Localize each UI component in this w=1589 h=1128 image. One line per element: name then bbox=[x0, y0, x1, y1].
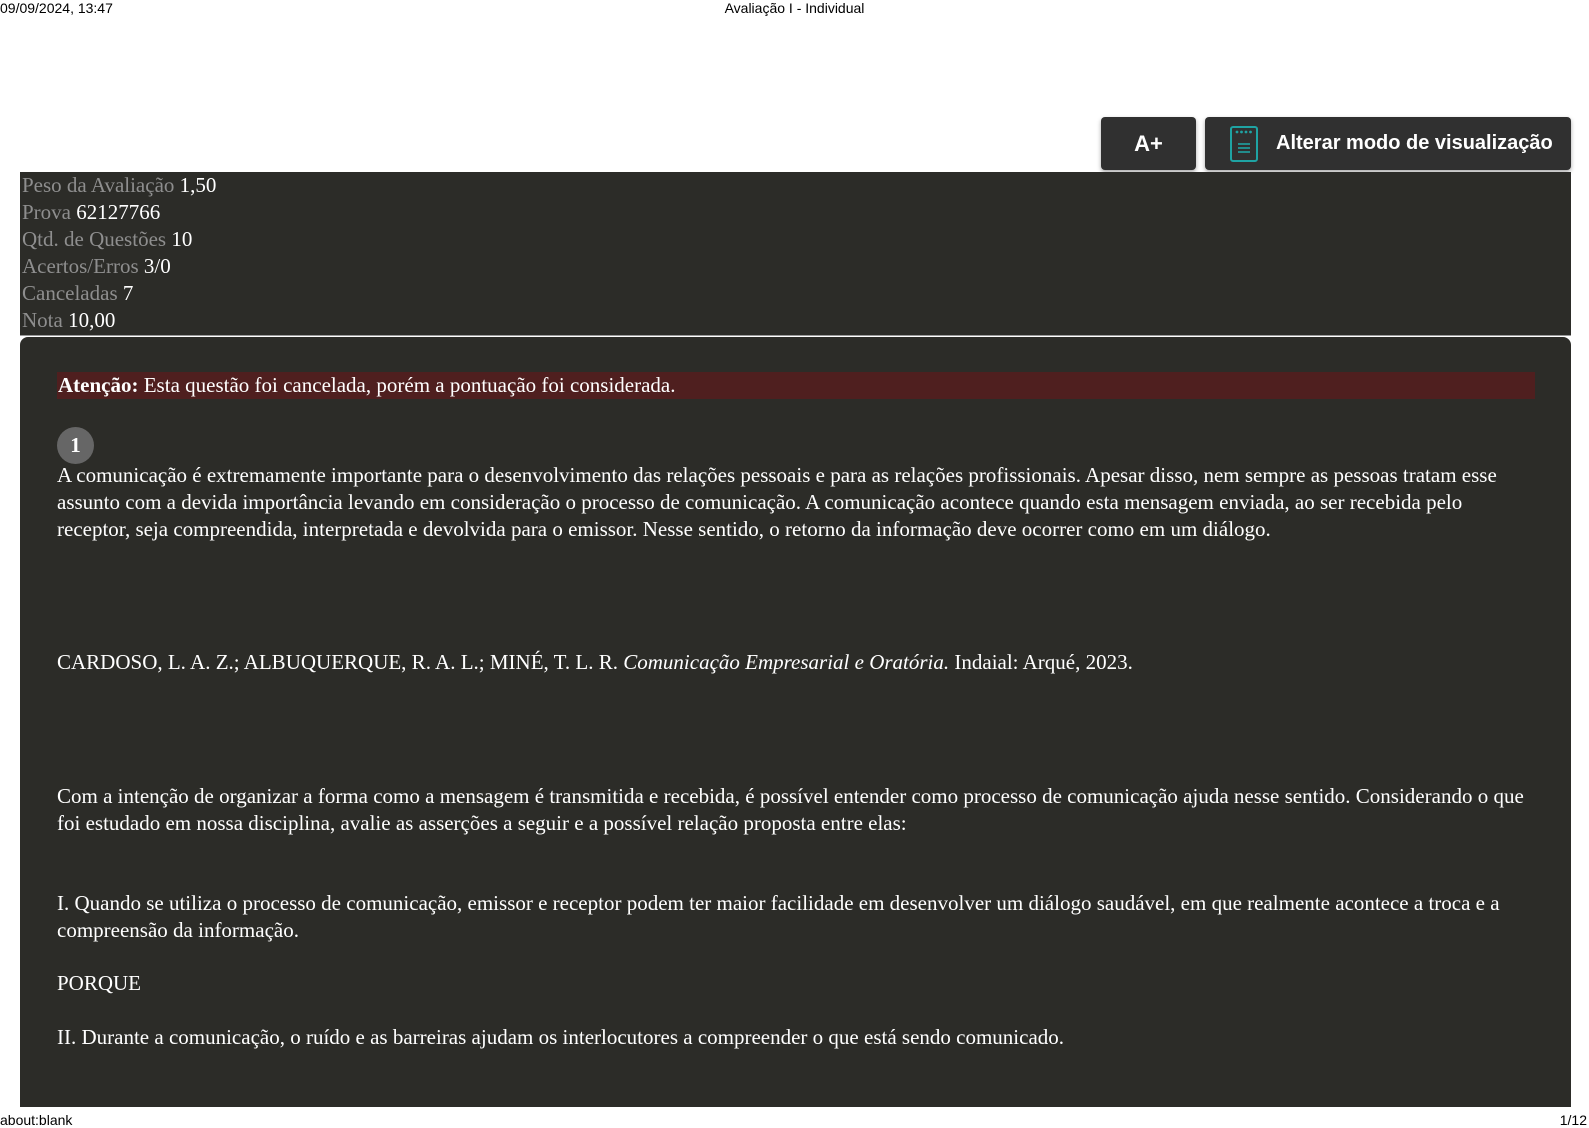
question-paragraph: A comunicação é extremamente importante para o desenvolvimento das relações pessoais e para as relações profissionais. Apesar disso, nem sempre as pessoas tratam esse assunto com a devida importância levando em consideração o processo de comunicação. A comunicação acontece quando esta mensagem enviada, ao ser recebida pelo receptor, seja compreendida, interpretada e devolvida para o emissor. Nesse sentido, o retorno da informação deve ocorrer como em um diálogo. bbox=[57, 463, 1497, 541]
canceladas-value: 7 bbox=[122, 281, 134, 305]
question-panel bbox=[20, 337, 1571, 1107]
info-row-acertos bbox=[20, 253, 1571, 280]
qtd-value: 10 bbox=[171, 227, 193, 251]
question-citation bbox=[57, 649, 1537, 676]
increase-font-label: A+ bbox=[1134, 130, 1163, 156]
citation-title: Comunicação Empresarial e Oratória. bbox=[623, 650, 950, 674]
info-row-prova bbox=[20, 199, 1571, 226]
change-view-mode-button[interactable] bbox=[1205, 117, 1571, 170]
info-row-nota bbox=[20, 307, 1571, 334]
citation-publisher: Indaial: Arqué, 2023. bbox=[949, 650, 1133, 674]
change-view-mode-label: Alterar modo de visualização bbox=[1276, 132, 1553, 154]
peso-label: Peso da Avaliação bbox=[22, 173, 175, 197]
cancelled-warning bbox=[57, 372, 1535, 399]
citation-authors: CARDOSO, L. A. Z.; ALBUQUERQUE, R. A. L.; MINÉ, T. L. R. bbox=[57, 650, 624, 674]
acertos-label: Acertos/Erros bbox=[22, 254, 139, 278]
nota-label: Nota bbox=[22, 308, 63, 332]
warning-strong: Atenção: bbox=[58, 373, 139, 397]
assertion-two: II. Durante a comunicação, o ruído e as barreiras ajudam os interlocutores a compreender o que está sendo comunicado. bbox=[57, 1025, 1065, 1049]
document-icon bbox=[1230, 126, 1258, 162]
question-number-badge: 1 bbox=[57, 427, 94, 464]
acertos-value: 3/0 bbox=[143, 254, 171, 278]
print-url: about:blank bbox=[0, 1112, 73, 1128]
info-row-peso bbox=[20, 172, 1571, 199]
nota-value: 10,00 bbox=[68, 308, 116, 332]
prova-value: 62127766 bbox=[76, 200, 161, 224]
increase-font-button[interactable] bbox=[1101, 117, 1196, 170]
assertion-connector: PORQUE bbox=[57, 971, 142, 995]
print-page-number: 1/12 bbox=[1559, 1112, 1587, 1128]
canceladas-label: Canceladas bbox=[22, 281, 118, 305]
info-row-canceladas bbox=[20, 280, 1571, 307]
info-row-qtd bbox=[20, 226, 1571, 253]
print-title: Avaliação I - Individual bbox=[724, 0, 865, 16]
question-prompt: Com a intenção de organizar a forma como a mensagem é transmitida e recebida, é possível entender como processo de comunicação ajuda nesse sentido. Considerando o que foi estudado em nossa disciplina, avalie as asserções a seguir e a possível relação proposta entre elas: bbox=[57, 784, 1524, 835]
prova-label: Prova bbox=[22, 200, 71, 224]
warning-text: Esta questão foi cancelada, porém a pontuação foi considerada. bbox=[138, 373, 676, 397]
assertion-one: I. Quando se utiliza o processo de comunicação, emissor e receptor podem ter maior facilidade em desenvolver um diálogo saudável, em que realmente acontece a troca e a compreensão da informação. bbox=[57, 891, 1500, 942]
peso-value: 1,50 bbox=[179, 173, 217, 197]
exam-info-panel bbox=[20, 172, 1571, 336]
qtd-label: Qtd. de Questões bbox=[22, 227, 167, 251]
print-datetime: 09/09/2024, 13:47 bbox=[0, 0, 113, 16]
